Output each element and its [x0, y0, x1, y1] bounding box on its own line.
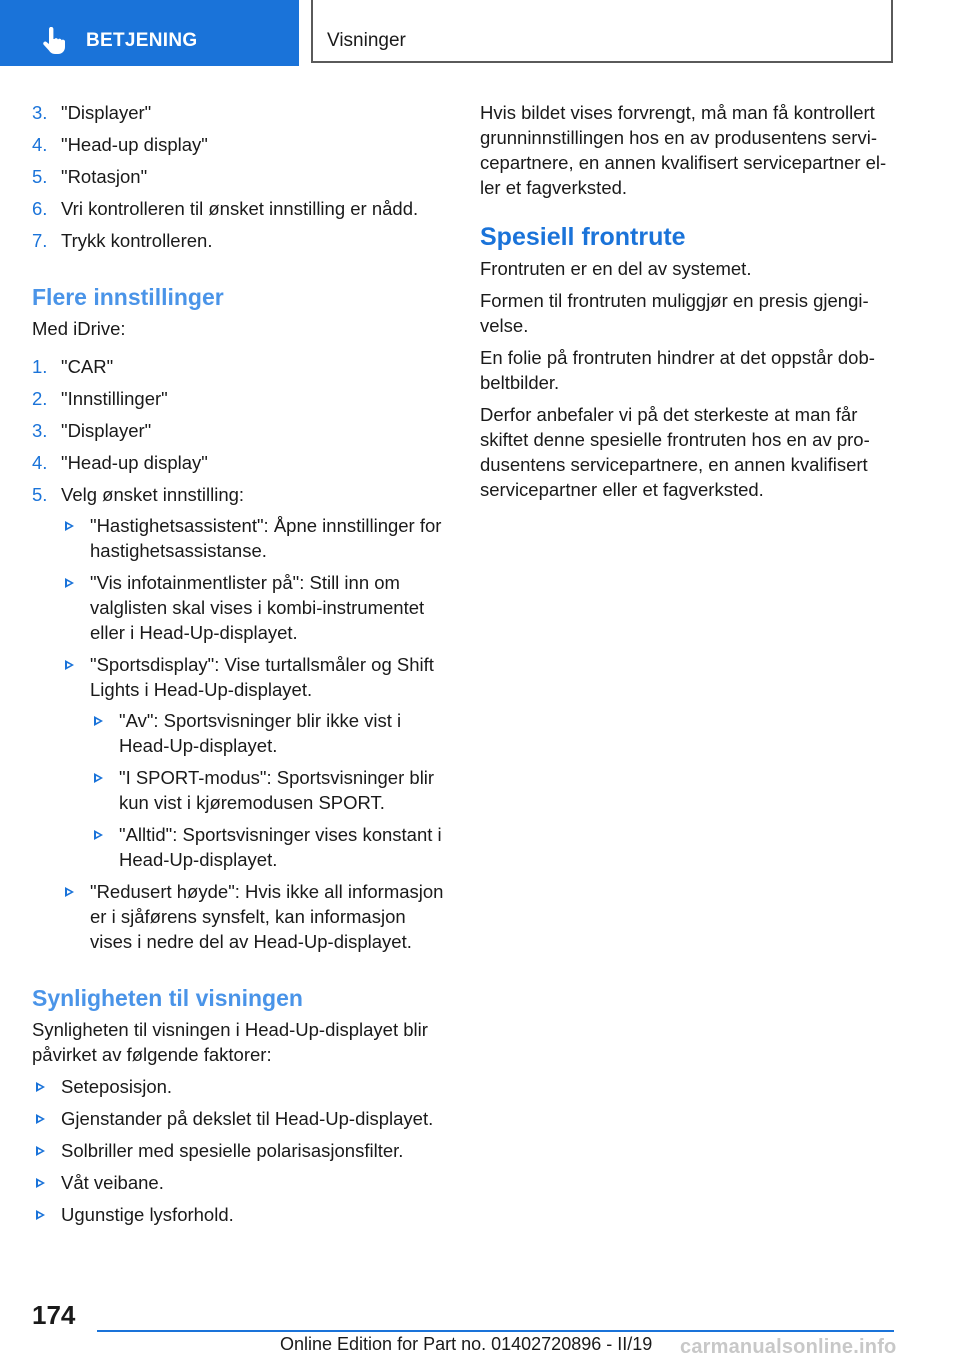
list-item: 6. Vri kontrolleren til ønsket innstilling er nådd. [32, 198, 419, 219]
list-item: 4. "Head-up display" [32, 452, 208, 473]
list-item: Våt veibane. [32, 1170, 452, 1195]
paragraph: Frontruten er en del av systemet. [480, 258, 752, 279]
list-item: Solbriller med spesielle polarisasjonsfilter. [32, 1138, 452, 1163]
page-number: 174 [32, 1300, 76, 1330]
list-item: Gjenstander på dekslet til Head-Up-displayet. [32, 1106, 452, 1131]
bullet-triangle-icon [36, 1114, 45, 1124]
bullet-triangle-icon [94, 830, 103, 840]
visibility-factors [32, 1074, 452, 1227]
list-item: 3. "Displayer" [32, 102, 152, 123]
chapter-label: Visninger [327, 30, 406, 51]
list-item: 4. "Head-up display" [32, 134, 208, 155]
list-item: 2. "Innstillinger" [32, 388, 168, 409]
section-label: BETJENING [86, 30, 198, 51]
bullet-triangle-icon [65, 578, 74, 588]
heading-special-windshield: Spesiell frontrute [480, 223, 686, 251]
list-item: 3. "Displayer" [32, 420, 152, 441]
bullet-triangle-icon [65, 660, 74, 670]
heading-more-settings: Flere innstillinger [32, 284, 224, 310]
list-item: Ugunstige lysforhold. [32, 1202, 452, 1227]
paragraph: En folie på frontruten hindrer at det oppstår dobbeltbilder. [480, 347, 875, 393]
bullet-triangle-icon [65, 887, 74, 897]
paragraph: Derfor anbefaler vi på det sterkeste at man får skiftet denne spesielle frontruten hos en av produsentens servicepartnere, en annen kvalifisert servicepartner eller et fagverksted. [480, 404, 870, 500]
more-settings-intro: Med iDrive: [32, 318, 126, 339]
list-item: 1. "CAR" [32, 356, 114, 377]
distortion-note: Hvis bildet vises forvrengt, må man få kontrollert grunninnstillingen hos en av produsentens servicepartnere, en annen kvalifisert servicepartner eller et fagverksted. [480, 102, 887, 198]
list-item: "Sportsdisplay": Vise turtallsmåler og Shift Lights i Head-Up-displayet. "Av": Sportsvisninger blir ikke vist i Head-Up-displayet. "I SPORT-modus": Sportsvisninger blir kun vist i kjøremodusen SPORT. "Alltid": Sportsvisninger vises konstant i Head-Up-displayet. [61, 652, 452, 872]
bullet-triangle-icon [94, 716, 103, 726]
edition-info: Online Edition for Part no. 01402720896 - II/19 [280, 1334, 653, 1354]
list-item: Seteposisjon. [32, 1074, 452, 1099]
visibility-intro: Synligheten til visningen i Head-Up-displayet blir påvirket av følgende faktorer: [32, 1019, 428, 1065]
sport-options [90, 708, 452, 872]
watermark-logo: carmanualsonline.info [676, 1336, 896, 1359]
steps-continued [32, 100, 452, 253]
heading-visibility: Synligheten til visningen [32, 985, 303, 1011]
right-column [480, 100, 900, 502]
settings-options [61, 513, 452, 954]
bullet-triangle-icon [36, 1146, 45, 1156]
list-item: "Alltid": Sportsvisninger vises konstant i Head-Up-displayet. [90, 822, 452, 872]
list-item: "Av": Sportsvisninger blir ikke vist i Head-Up-displayet. [90, 708, 452, 758]
list-item: 5. "Rotasjon" [32, 166, 148, 187]
bullet-triangle-icon [36, 1178, 45, 1188]
list-item: "I SPORT-modus": Sportsvisninger blir kun vist i kjøremodusen SPORT. [90, 765, 452, 815]
list-item: 5. Velg ønsket innstilling: "Hastighetsassistent": Åpne innstillinger for hastighetsassistanse. "Vis infotainmentlister på": Still inn om valglisten skal vises i kombi-instrumentet eller i Head-Up-displayet. "Sportsdisplay": Vise turtallsmåler og Shift Lights i Head-Up-displayet. "Av": Sportsvisninger blir ikke vist i Head-Up-displayet. "I SPORT-modus": Sportsvisninger blir kun vist i kjøremodusen SPORT. "Alltid": Sportsvisninger vises konstant i Head-Up-displayet. "Redusert høyde": Hvis ikke all informasjon er i sjåførens synsfelt, kan informasjon vises i nedre del av Head-Up-displayet. [32, 482, 452, 954]
section-tab [0, 0, 299, 66]
list-item: "Vis infotainmentlister på": Still inn om valglisten skal vises i kombi-instrumentet eller i Head-Up-displayet. [61, 570, 452, 645]
footer-divider [97, 1330, 894, 1332]
left-column [32, 100, 452, 1234]
bullet-triangle-icon [36, 1210, 45, 1220]
hand-pointer-icon [40, 27, 66, 55]
bullet-triangle-icon [65, 521, 74, 531]
page-header [0, 0, 960, 66]
bullet-triangle-icon [94, 773, 103, 783]
settings-steps [32, 354, 452, 954]
chapter-tab [311, 0, 893, 63]
paragraph: Formen til frontruten muliggjør en presis gjengivelse. [480, 290, 869, 336]
list-item: "Redusert høyde": Hvis ikke all informasjon er i sjåførens synsfelt, kan informasjon vises i nedre del av Head-Up-displayet. [61, 879, 452, 954]
bullet-triangle-icon [36, 1082, 45, 1092]
list-item: "Hastighetsassistent": Åpne innstillinger for hastighetsassistanse. [61, 513, 452, 563]
list-item: 7. Trykk kontrolleren. [32, 230, 213, 251]
